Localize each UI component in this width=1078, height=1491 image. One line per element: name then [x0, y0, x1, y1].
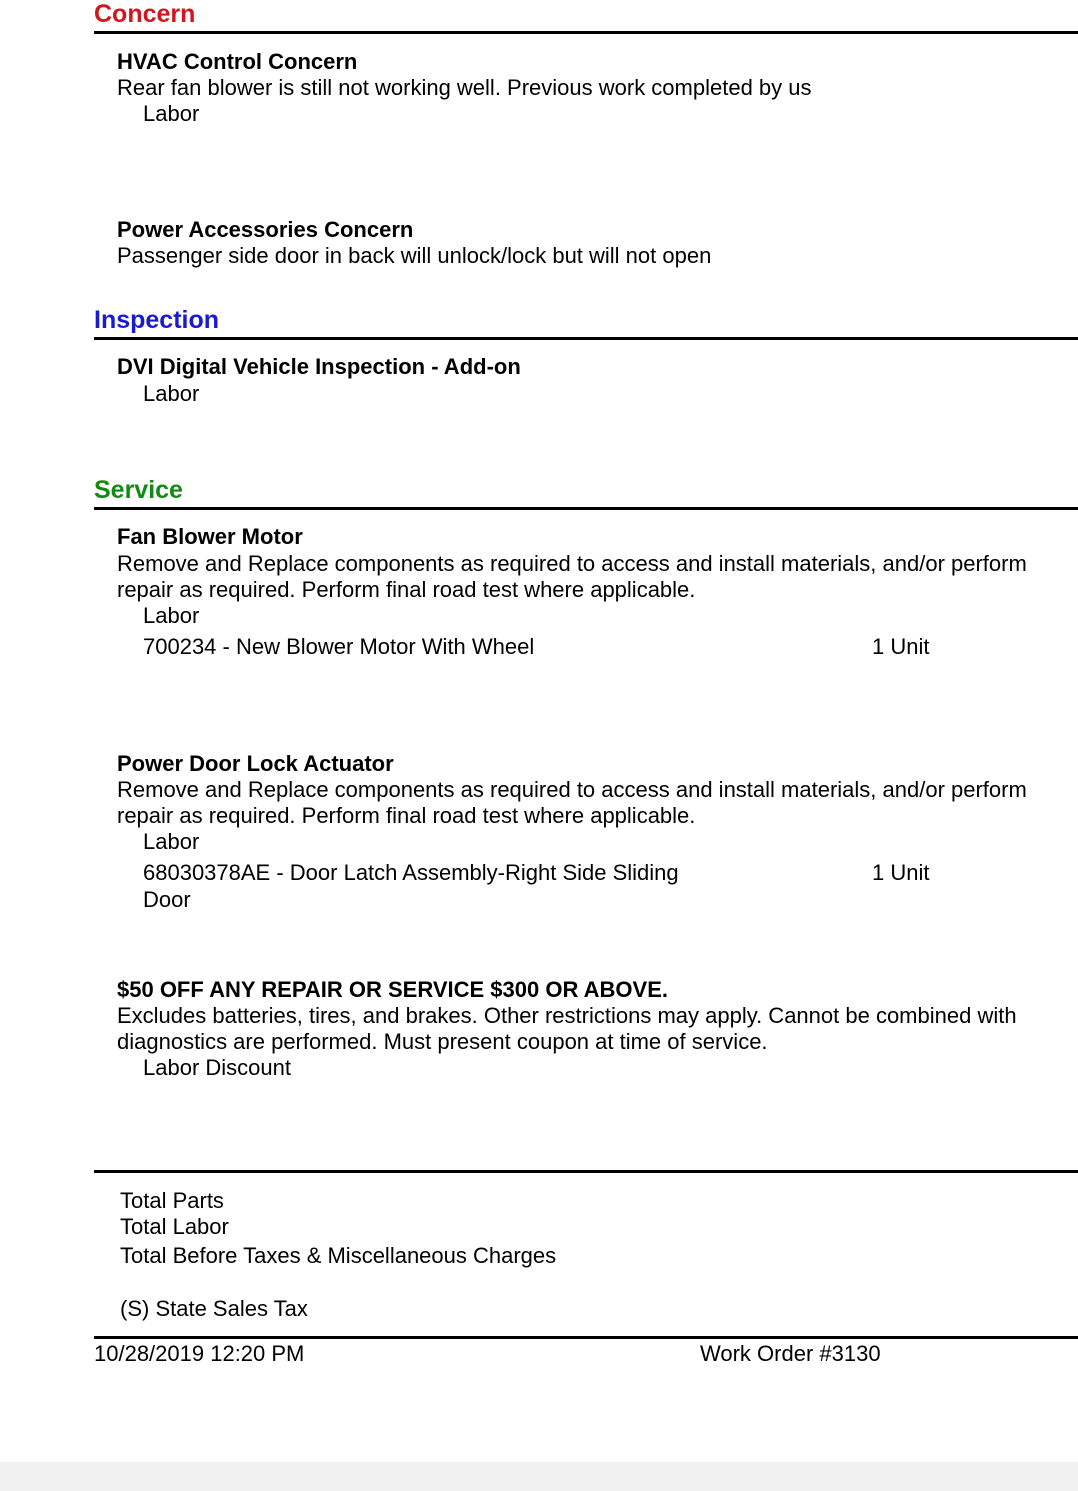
part-quantity: 1 Unit	[872, 860, 930, 885]
item-title: HVAC Control Concern	[117, 49, 358, 74]
item-description: Remove and Replace components as required to access and install materials, and/or perform	[117, 551, 1027, 576]
item-description: repair as required. Perform final road test where applicable.	[117, 803, 696, 828]
section-title-service: Service	[94, 476, 183, 504]
item-description: repair as required. Perform final road test where applicable.	[117, 577, 696, 602]
section-title-inspection: Inspection	[94, 306, 220, 334]
part-line: 68030378AE - Door Latch Assembly-Right Side Sliding	[143, 860, 679, 885]
totals-divider	[94, 1170, 1078, 1173]
coupon-title: $50 OFF ANY REPAIR OR SERVICE $300 OR ABOVE.	[117, 977, 668, 1002]
item-description: Passenger side door in back will unlock/lock but will not open	[117, 243, 712, 268]
item-title: DVI Digital Vehicle Inspection - Add-on	[117, 354, 521, 379]
labor-line: Labor	[143, 603, 200, 628]
item-title: Fan Blower Motor	[117, 524, 303, 549]
labor-discount-line: Labor Discount	[143, 1055, 291, 1080]
section-divider	[94, 31, 1078, 34]
state-sales-tax-label: (S) State Sales Tax	[120, 1296, 308, 1321]
item-description: Remove and Replace components as required to access and install materials, and/or perform	[117, 777, 1027, 802]
footer-divider	[94, 1336, 1078, 1339]
item-title: Power Door Lock Actuator	[117, 751, 394, 776]
total-parts-label: Total Parts	[120, 1188, 224, 1213]
page-bottom-bar	[0, 1462, 1078, 1491]
part-line-continued: Door	[143, 887, 191, 912]
part-quantity: 1 Unit	[872, 634, 930, 659]
item-title: Power Accessories Concern	[117, 217, 414, 242]
labor-line: Labor	[143, 101, 200, 126]
total-before-taxes-label: Total Before Taxes & Miscellaneous Charges	[120, 1243, 557, 1268]
coupon-description: Excludes batteries, tires, and brakes. Other restrictions may apply. Cannot be combined with	[117, 1003, 1017, 1028]
labor-line: Labor	[143, 381, 200, 406]
total-labor-label: Total Labor	[120, 1214, 229, 1239]
section-divider	[94, 507, 1078, 510]
labor-line: Labor	[143, 829, 200, 854]
item-description: Rear fan blower is still not working well. Previous work completed by us	[117, 75, 812, 100]
section-divider	[94, 337, 1078, 340]
footer-timestamp: 10/28/2019 12:20 PM	[94, 1341, 305, 1366]
coupon-description: diagnostics are performed. Must present coupon at time of service.	[117, 1029, 768, 1054]
work-order-number: Work Order #3130	[700, 1341, 881, 1366]
section-title-concern: Concern	[94, 0, 196, 28]
part-line: 700234 - New Blower Motor With Wheel	[143, 634, 535, 659]
